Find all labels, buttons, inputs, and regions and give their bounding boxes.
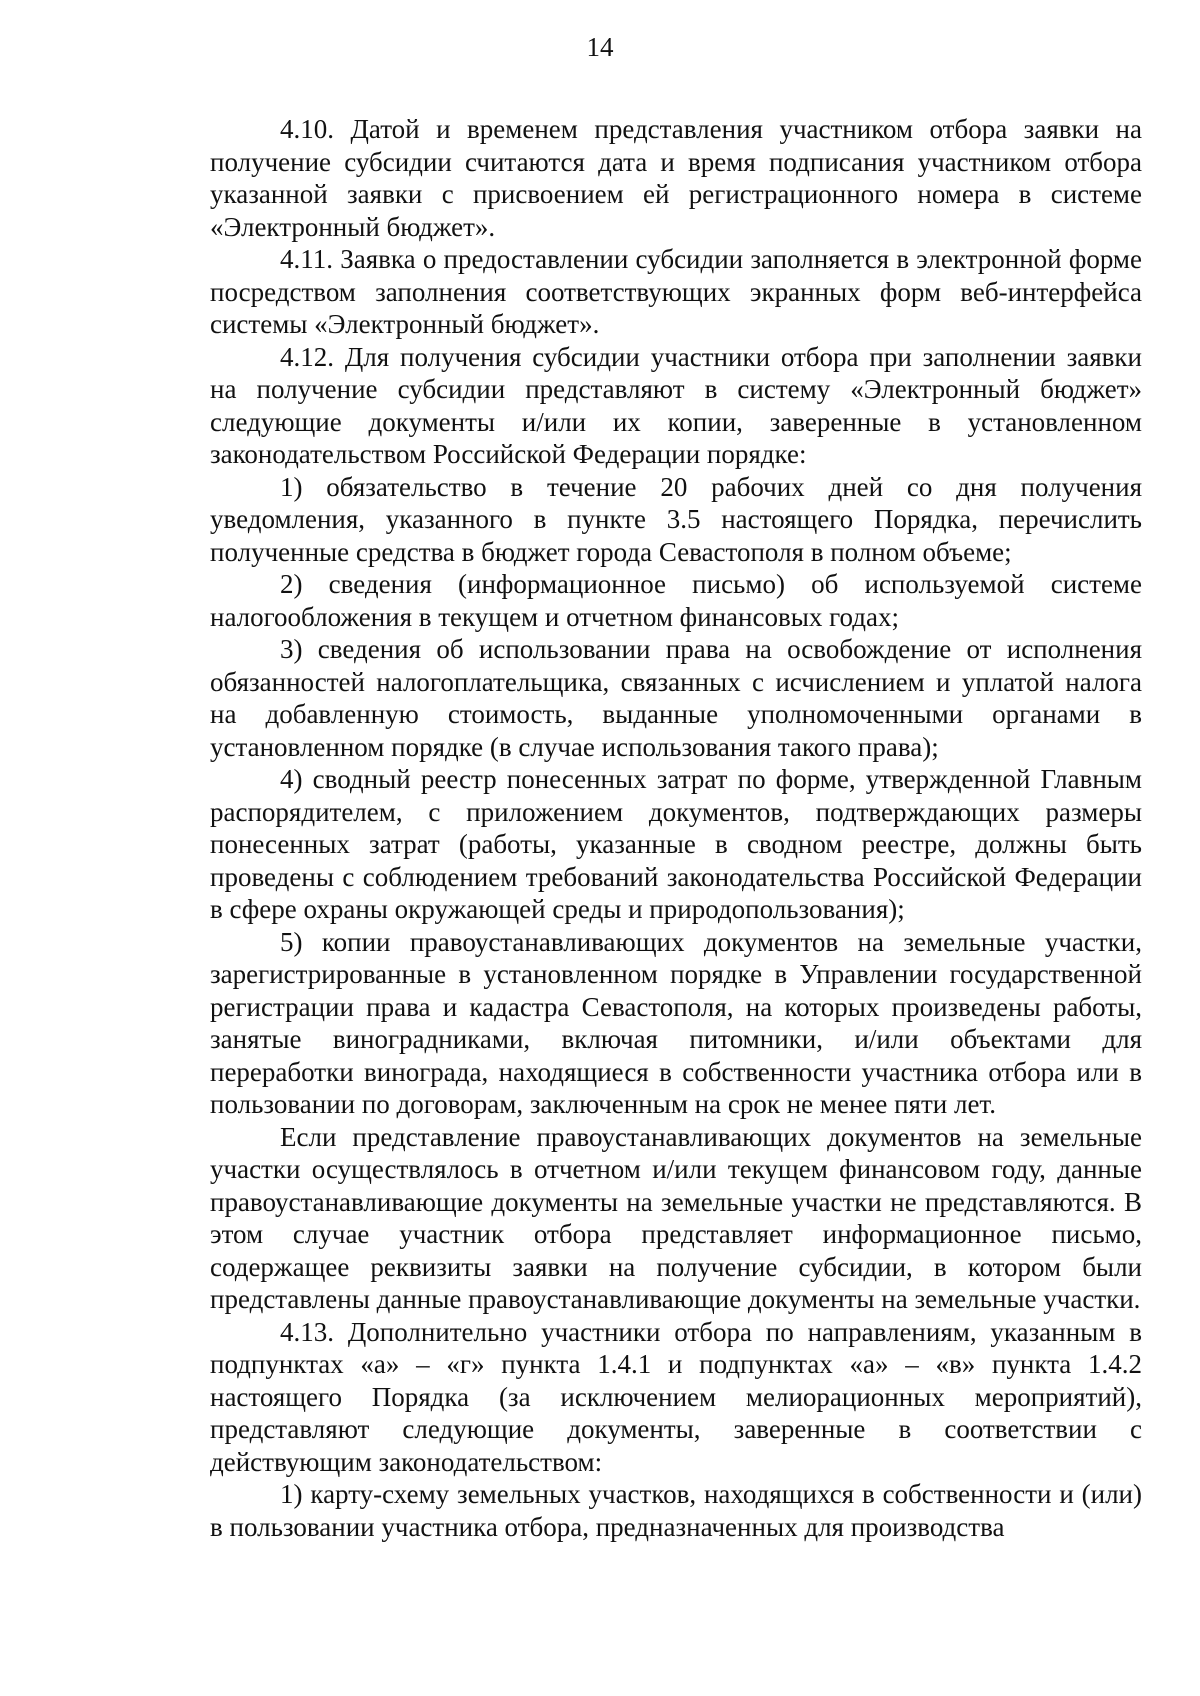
list-item-4-12-4: 4) сводный реестр понесенных затрат по форме, утвержденной Главным распорядителем, с приложением документов, подтверждающих размеры понесенных затрат (работы, указанные в сводном реестре, должны быть проведены с соблюдением требований законодательства Российской Федерации в сфере охраны окружающей среды и природопользования);: [210, 764, 1142, 924]
paragraph-land-documents-note: Если представление правоустанавливающих документов на земельные участки осуществлялось в отчетном и/или текущем финансовом году, данные правоустанавливающие документы на земельные участки не представляются. В этом случае участник отбора представляет информационное письмо, содержащее реквизиты заявки на получение субсидии, в котором были представлены данные правоустанавливающие документы на земельные участки.: [210, 1121, 1142, 1314]
list-item-4-12-3: 3) сведения об использовании права на освобождение от исполнения обязанностей налогоплательщика, связанных с исчислением и уплатой налога на добавленную стоимость, выданные уполномоченными органами в установленном порядке (в случае использования такого права);: [210, 634, 1142, 762]
list-item-4-13-1: 1) карту-схему земельных участков, находящихся в собственности и (или) в пользовании участника отбора, предназначенных для производства: [210, 1479, 1142, 1542]
paragraph-4-13: 4.13. Дополнительно участники отбора по направлениям, указанным в подпунктах «а» – «г» пункта 1.4.1 и подпунктах «а» – «в» пункта 1.4.2 настоящего Порядка (за исключением мелиорационных мероприятий), представляют следующие документы, заверенные в соответствии с действующим законодательством:: [210, 1316, 1142, 1477]
paragraph-4-11: 4.11. Заявка о предоставлении субсидии заполняется в электронной форме посредством заполнения соответствующих экранных форм веб-интерфейса системы «Электронный бюджет».: [210, 244, 1142, 339]
list-item-4-12-2: 2) сведения (информационное письмо) об используемой системе налогообложения в текущем и отчетном финансовых годах;: [210, 569, 1142, 632]
paragraph-4-10: 4.10. Датой и временем представления участником отбора заявки на получение субсидии считаются дата и время подписания участником отбора указанной заявки с присвоением ей регистрационного номера в системе «Электронный бюджет».: [210, 114, 1142, 242]
document-body: [210, 113, 1142, 1543]
paragraph-4-12: 4.12. Для получения субсидии участники отбора при заполнении заявки на получение субсидии представляют в систему «Электронный бюджет» следующие документы и/или их копии, заверенные в установленном законодательством Российской Федерации порядке:: [210, 341, 1142, 469]
page-number: 14: [586, 32, 614, 62]
list-item-4-12-1: 1) обязательство в течение 20 рабочих дней со дня получения уведомления, указанного в пункте 3.5 настоящего Порядка, перечислить полученные средства в бюджет города Севастополя в полном объеме;: [210, 471, 1142, 567]
list-item-4-12-5: 5) копии правоустанавливающих документов на земельные участки, зарегистрированные в установленном порядке в Управлении государственной регистрации права и кадастра Севастополя, на которых произведены работы, занятые виноградниками, включая питомники, и/или объектами для переработки винограда, находящиеся в собственности участника отбора или в пользовании по договорам, заключенным на срок не менее пяти лет.: [210, 926, 1142, 1119]
